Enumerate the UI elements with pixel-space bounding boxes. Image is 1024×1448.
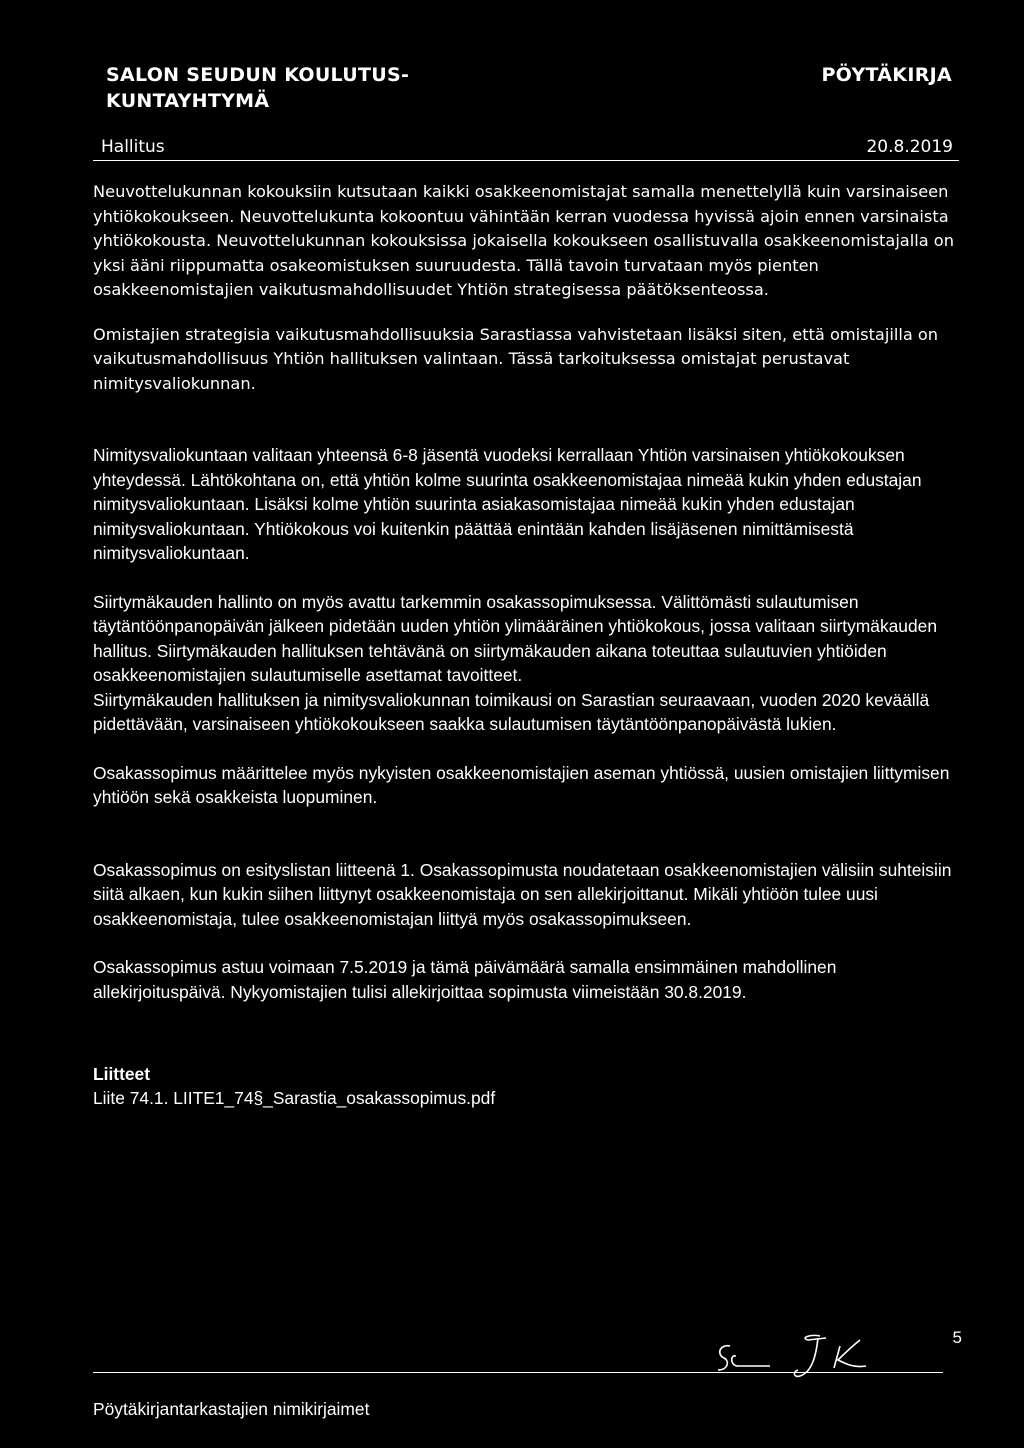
attachments-heading: Liitteet	[93, 1064, 151, 1084]
organization-name-line1: SALON SEUDUN KOULUTUS-	[106, 64, 410, 86]
signature-line	[93, 1372, 943, 1373]
organization-name	[106, 62, 409, 114]
document-body	[93, 180, 963, 1110]
meta-row	[93, 136, 959, 161]
paragraph-8: Osakassopimus astuu voimaan 7.5.2019 ja tämä päivämäärä samalla ensimmäinen mahdollinen allekirjoituspäivä. Nykyomistajien tulisi allekirjoittaa sopimusta viimeistään 30.8.2019.	[93, 957, 837, 1002]
organization-name-line2: KUNTAYHTYMÄ	[106, 90, 270, 112]
paragraph-7: Osakassopimus on esityslistan liitteenä 1. Osakassopimusta noudatetaan osakkeenomistajien välisiin suhteisiin siitä alkaen, kun kukin siihen liittynyt osakkeenomistaja on sen allekirjoittanut. Mikäli yhtiöön tulee uusi osakkeenomistaja, tulee osakkeenomistajan liittyä myös osakassopimukseen.	[93, 859, 952, 929]
paragraph-6: Osakassopimus määrittelee myös nykyisten osakkeenomistajien aseman yhtiössä, uusien omistajien liittymisen yhtiöön sekä osakkeista luopuminen.	[93, 762, 950, 807]
page-number: 5	[952, 1328, 962, 1347]
paragraph-2: Omistajien strategisia vaikutusmahdollisuuksia Sarastiassa vahvistetaan lisäksi siten, että omistajilla on vaikutusmahdollisuus Yhtiön hallituksen valintaan. Tässä tarkoituksessa omistajat perustavat nimitysvaliokunnan.	[93, 324, 939, 393]
paragraph-1: Neuvottelukunnan kokouksiin kutsutaan kaikki osakkeenomistajat samalla menettelyllä kuin varsinaiseen yhtiökokoukseen. Neuvottelukunta kokoontuu vähintään kerran vuodessa hyvissä ajoin ennen varsinaista yhtiökokousta. Neuvottelukunnan kokouksissa jokaisella kokoukseen osallistuvalla osakkeenomistajalla on yksi ääni riippumatta osakeomistuksen suuruudesta. Tällä tavoin turvataan myös pienten osakkeenomistajien vaikutusmahdollisuudet Yhtiön strategisessa päätöksenteossa.	[93, 182, 954, 299]
meeting-date: 20.8.2019	[866, 137, 953, 157]
signature-initials-icon	[700, 1326, 910, 1382]
document-type: PÖYTÄKIRJA	[821, 64, 952, 86]
signature-label: Pöytäkirjantarkastajien nimikirjaimet	[93, 1399, 370, 1419]
paragraph-4: Siirtymäkauden hallinto on myös avattu tarkemmin osakassopimuksessa. Välittömästi sulautumisen täytäntöönpanopäivän jälkeen pidetään uuden yhtiön ylimääräinen yhtiökokous, jossa valitaan siirtymäkauden hallitus. Siirtymäkauden hallituksen tehtävänä on siirtymäkauden aikana toteuttaa sulautuvien yhtiöiden osakkeenomistajien sulautumiselle asettamat tavoitteet.	[93, 591, 937, 685]
paragraph-5: Siirtymäkauden hallituksen ja nimitysvaliokunnan toimikausi on Sarastian seuraavaan, vuoden 2020 keväällä pidettävään, varsinaiseen yhtiökokoukseen saakka sulautumisen täytäntöönpanopäivästä lukien.	[93, 689, 930, 734]
attachment-item: Liite 74.1. LIITE1_74§_Sarastia_osakassopimus.pdf	[93, 1088, 496, 1108]
paragraph-3: Nimitysvaliokuntaan valitaan yhteensä 6-8 jäsentä vuodeksi kerrallaan Yhtiön varsinaisen yhtiökokouksen yhteydessä. Lähtökohtana on, että yhtiön kolme suurinta osakkeenomistajaa nimeää kukin yhden edustajan nimitysvaliokuntaan. Lisäksi kolme yhtiön suurinta asiakasomistajaa nimeää kukin yhden edustajan nimitysvaliokuntaan. Yhtiökokous voi kuitenkin päättää enintään kahden lisäjäsenen nimittämisestä nimitysvaliokuntaan.	[93, 445, 922, 563]
department: Hallitus	[101, 137, 165, 157]
